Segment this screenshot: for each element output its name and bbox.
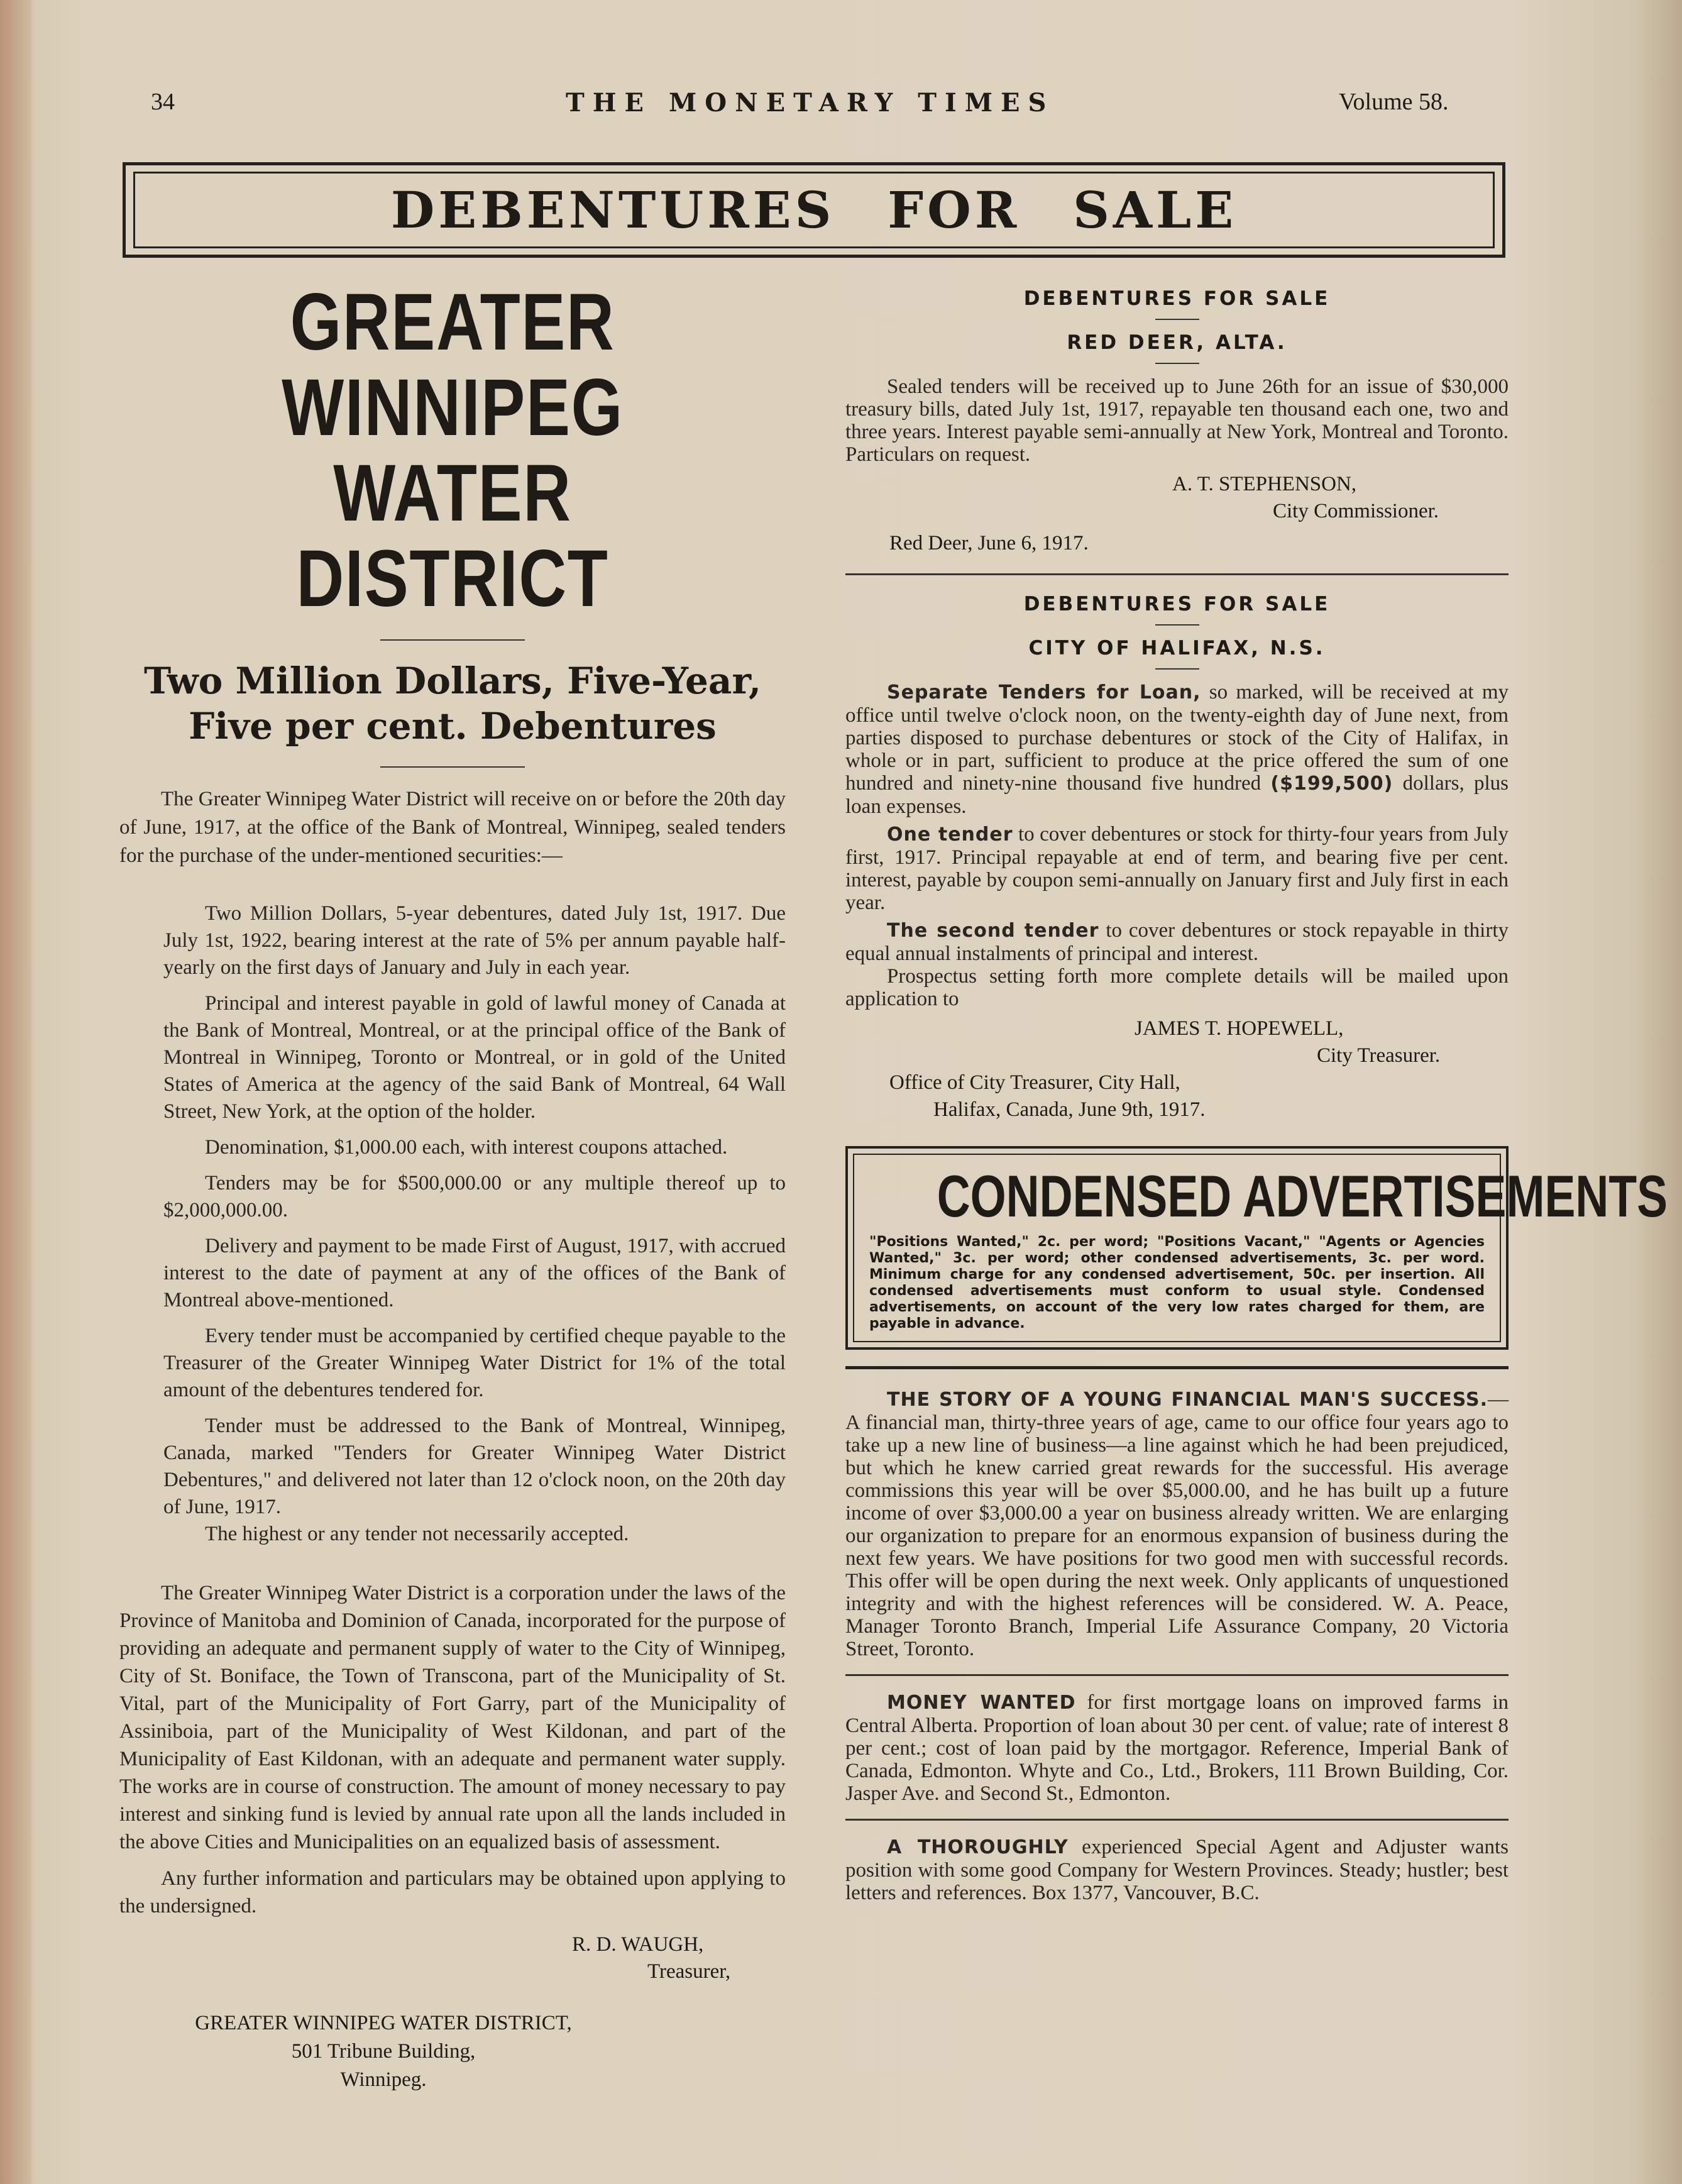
ad-body: Prospectus setting forth more complete details will be mailed upon application to [845,965,1509,1010]
terms-paragraph: Delivery and payment to be made First of August, 1917, with accrued interest to the date of payment at any of the offices of the Bank of Montreal above-mentioned. [163,1235,786,1311]
winnipeg-terms [119,900,786,1548]
winnipeg-corporation-text: The Greater Winnipeg Water District is a corporation under the laws of the Province of Manitoba and Dominion of Canada, incorporated for the purpose of providing an adequate and permanent supply of water to the City of Winnipeg, City of St. Boniface, the Town of Transcona, part of the Municipality of St. Vital, part of the Municipality of Fort Garry, part of the Municipality of Assiniboia, part of the Municipality of West Kildonan, and part of the Municipality of East Kildonan, with an adequate and permanent water supply. The works are in course of construction. The amount of money necessary to pay interest and sinking fund is levied by annual rate upon all the lands included in the above Cities and Municipalities on an equalized basis of assessment. [119,1582,786,1853]
divider [845,1366,1509,1369]
office-line: Office of City Treasurer, City Hall, [889,1071,1180,1094]
divider [845,573,1509,575]
ad-body: The second tender to cover debentures or stock repayable in thirty equal annual instalments of principal and interest. [845,919,1509,965]
winnipeg-title-line1: GREATER WINNIPEG [282,277,624,453]
terms-paragraph: Denomination, $1,000.00 each, with interest coupons attached. [205,1136,728,1159]
winnipeg-intro: The Greater Winnipeg Water District will receive on or before the 20th day of June, 1917, at the office of the Bank of Montreal, Winnipeg, sealed tenders for the purchase of the under-mentioned securities:— [119,788,786,867]
page-number: 34 [151,89,175,115]
signer-title: City Treasurer. [1317,1044,1441,1067]
ad-place: RED DEER, ALTA. [1067,331,1287,354]
red-deer-signature [845,471,1509,525]
red-deer-advertisement [845,287,1509,557]
signer-name: JAMES T. HOPEWELL, [1135,1017,1344,1040]
signer-name: A. T. STEPHENSON, [1172,473,1357,495]
winnipeg-subtitle-line1: Two Million Dollars, Five-Year, [143,659,762,702]
ad-heading: DEBENTURES FOR SALE [1023,287,1331,310]
winnipeg-further-info: Any further information and particulars may be obtained upon applying to the undersigned. [119,1867,786,1917]
divider [1155,319,1199,320]
office-line: Halifax, Canada, June 9th, 1917. [933,1098,1206,1121]
classified-story: THE STORY OF A YOUNG FINANCIAL MAN'S SUCCESS.—A financial man, thirty-three years of age, came to our office four years ago to take up a new line of business—a line against which he had been prejudiced, but which he knew carried great rewards for the successful. His average commissions this year will be over $5,000.00, and he has built up a future income of over $3,000.00 a year on business already written. We are enlarging our organization to prepare for an enormous expansion of business during the next few years. We have positions for two good men with successful records. This offer will be open during the next week. Only applicants of unquestioned integrity and with the highest references will be considered. W. A. Peace, Manager Toronto Branch, Imperial Life Assurance Company, 20 Victoria Street, Toronto. [845,1388,1509,1660]
halifax-signature [845,1015,1509,1123]
signer-name: R. D. WAUGH, [572,1933,704,1956]
ad-place: CITY OF HALIFAX, N.S. [1028,637,1326,659]
halifax-advertisement [845,593,1509,1123]
condensed-ads-box [845,1146,1668,1350]
terms-paragraph: Every tender must be accompanied by certified cheque payable to the Treasurer of the Greater Winnipeg Water District for 1% of the total amount of the debentures tendered for. [163,1325,786,1401]
ad-body: Sealed tenders will be received up to June 26th for an issue of $30,000 treasury bills, dated July 1st, 1917, repayable ten thousand each one, two and three years. Interest payable semi-annually at New York, Montreal and Toronto. Particulars on request. [845,375,1509,466]
divider [1155,624,1199,626]
volume-label: Volume 58. [1339,89,1449,115]
address-line: 501 Tribune Building, [291,2040,476,2063]
ad-body: Separate Tenders for Loan, so marked, will be received at my office until twelve o'clock noon, on the twenty-eighth day of June next, from parties disposed to purchase debentures or stock of the City of Halifax, in whole or in part, sufficient to produce at the price offered the sum of one hundred and ninety-nine thousand five hundred ($199,500) dollars, plus loan expenses. [845,681,1509,818]
divider [845,1674,1509,1676]
winnipeg-advertisement [119,277,786,2094]
banner-inner-frame [133,172,1495,248]
ad-heading: DEBENTURES FOR SALE [1023,593,1331,615]
divider [1155,363,1199,364]
terms-paragraph: The highest or any tender not necessarily accepted. [205,1523,629,1545]
condensed-ads-title: CONDENSED ADVERTISEMENTS [937,1163,1668,1229]
ad-body: One tender to cover debentures or stock for thirty-four years from July first, 1917. Principal repayable at end of term, and bearing five per cent. interest, payable by coupon semi-annually on January first and July first in each year. [845,823,1509,914]
classified-agent: A THOROUGHLY experienced Special Agent and Adjuster wants position with some good Company for Western Provinces. Steady; hustler; best letters and references. Box 1377, Vancouver, B.C. [845,1836,1509,1904]
signer-title: Treasurer, [647,1960,731,1983]
banner-title: DEBENTURES FOR SALE [390,180,1238,240]
classified-money-wanted: MONEY WANTED for first mortgage loans on improved farms in Central Alberta. Proportion of loan about 30 per cent. of value; rate of interest 8 per cent.; cost of loan paid by the mortgagor. Reference, Imperial Bank of Canada, Edmonton. Whyte and Co., Ltd., Brokers, 111 Brown Building, Cor. Jasper Ave. and Second St., Edmonton. [845,1691,1509,1805]
address-line: Winnipeg. [340,2068,427,2091]
winnipeg-subtitle-line2: Five per cent. Debentures [189,705,717,747]
divider [1155,668,1199,670]
winnipeg-address [119,2009,647,2094]
section-banner [123,162,1505,258]
dateline: Red Deer, June 6, 1917. [889,532,1089,554]
winnipeg-title-line2: WATER DISTRICT [296,448,609,624]
condensed-ads-inner [853,1154,1668,1342]
condensed-ads-rates: "Positions Wanted," 2c. per word; "Positions Vacant," "Agents or Agencies Wanted," 3c. per word; other condensed advertisements, 3c. per word. Minimum charge for any condensed advertisement, 50c. per insertion. All condensed advertisements must conform to usual style. Condensed advertisements, on account of the very low rates charged for them, are payable in advance. [869,1234,1485,1332]
divider [845,1819,1509,1821]
terms-paragraph: Two Million Dollars, 5-year debentures, dated July 1st, 1917. Due July 1st, 1922, bearing interest at the rate of 5% per annum payable half-yearly on the first days of January and July in each year. [163,902,786,979]
terms-paragraph: Tender must be addressed to the Bank of Montreal, Winnipeg, Canada, marked "Tenders for Greater Winnipeg Water District Debentures," and delivered not later than 12 o'clock noon, on the 20th day of June, 1917. [163,1415,786,1518]
divider [380,766,525,768]
page-spine-shadow [0,0,31,2184]
winnipeg-signature [119,1931,786,1985]
address-line: GREATER WINNIPEG WATER DISTRICT, [195,2012,572,2034]
signer-title: City Commissioner. [1273,500,1439,522]
divider [380,639,525,641]
right-column [845,280,1668,1909]
terms-paragraph: Principal and interest payable in gold of lawful money of Canada at the Bank of Montreal, Montreal, or at the principal office of the Bank of Montreal in Winnipeg, Toronto or Montreal, or in gold of the United States of America at the agency of the said Bank of Montreal, 64 Wall Street, New York, at the option of the holder. [163,992,786,1123]
terms-paragraph: Tenders may be for $500,000.00 or any multiple thereof up to $2,000,000.00. [163,1172,786,1222]
journal-title: THE MONETARY TIMES [566,88,1055,118]
